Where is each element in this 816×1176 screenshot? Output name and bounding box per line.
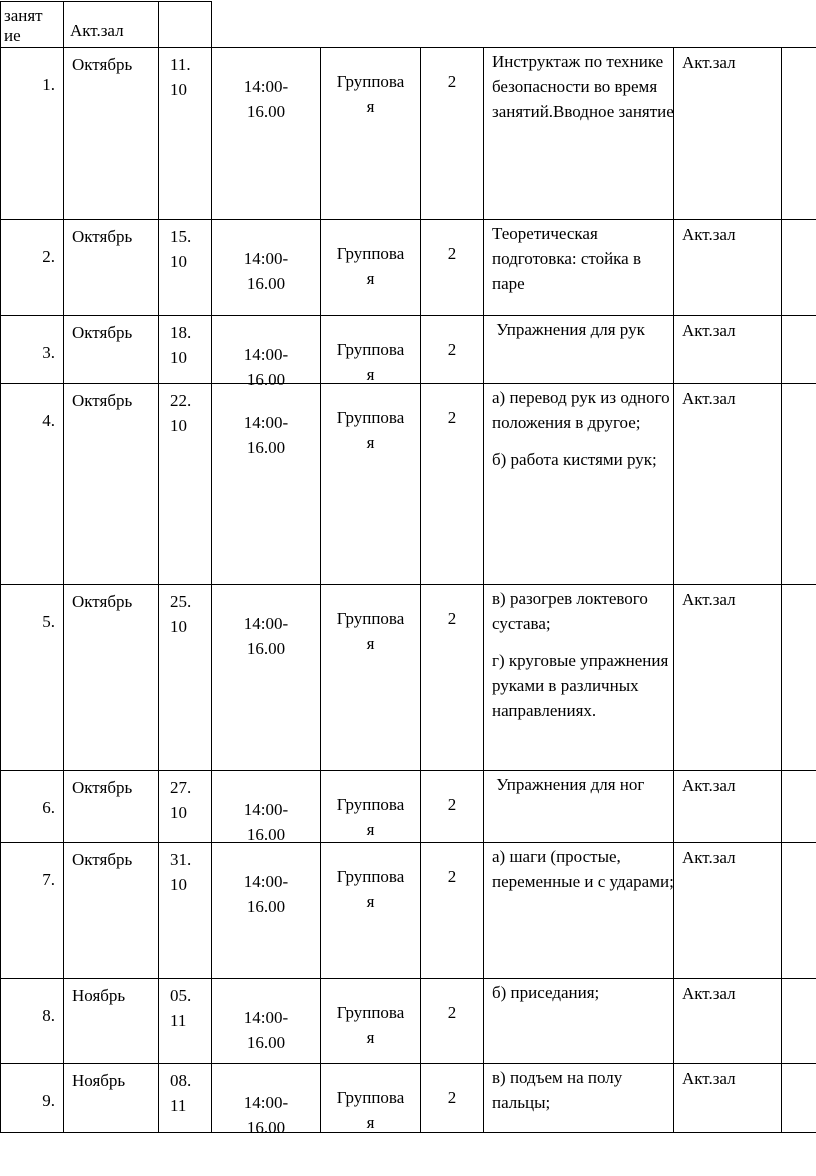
row-time-line2: 16.00 (246, 639, 286, 658)
row-form-line2: я (366, 269, 375, 288)
row-time-line2: 16.00 (246, 274, 286, 293)
row-hours: 2 (447, 1088, 457, 1107)
row-time (212, 869, 320, 919)
row-date-line2: 11 (170, 1096, 187, 1115)
row-date (170, 847, 191, 897)
row-form (321, 405, 420, 455)
col-divider-1 (63, 1, 64, 1132)
row-border (0, 315, 816, 316)
row-month: Октябрь (72, 55, 133, 74)
row-hours: 2 (447, 867, 457, 886)
row-date-line2: 10 (170, 80, 187, 99)
header-top-border (0, 1, 212, 2)
row-date-line1: 31. (170, 850, 192, 869)
row-date-line1: 11. (170, 55, 191, 74)
row-time-line1: 14:00- (243, 77, 289, 96)
col-divider-8 (781, 47, 782, 1132)
row-month: Октябрь (72, 778, 133, 797)
row-time-line1: 14:00- (243, 872, 289, 891)
row-place: Акт.зал (682, 984, 736, 1003)
row-border (0, 770, 816, 771)
row-date-line2: 10 (170, 252, 187, 271)
row-time-line2: 16.00 (246, 370, 286, 389)
row-time-line2: 16.00 (246, 825, 286, 844)
row-hours: 2 (447, 1003, 457, 1022)
row-form (321, 1000, 420, 1050)
row-form-line1: Группова (336, 1003, 405, 1022)
row-place: Акт.зал (682, 1069, 736, 1088)
row-form-line1: Группова (336, 408, 405, 427)
row-border (0, 47, 816, 48)
row-time-line2: 16.00 (246, 1118, 286, 1137)
row-date-line2: 10 (170, 875, 187, 894)
row-month: Октябрь (72, 592, 133, 611)
row-form-line2: я (366, 1113, 375, 1132)
row-month: Октябрь (72, 391, 133, 410)
row-time-line1: 14:00- (243, 413, 289, 432)
row-time-line1: 14:00- (243, 614, 289, 633)
row-time-line2: 16.00 (246, 102, 286, 121)
row-date (170, 1068, 191, 1118)
row-date (170, 589, 191, 639)
row-date (170, 388, 191, 438)
row-topic (492, 317, 677, 342)
row-place: Акт.зал (682, 53, 736, 72)
row-form (321, 606, 420, 656)
row-form-line1: Группова (336, 340, 405, 359)
row-time-line1: 14:00- (243, 800, 289, 819)
row-form (321, 864, 420, 914)
col-divider-2 (158, 47, 159, 1132)
row-time-line1: 14:00- (243, 249, 289, 268)
row-border (0, 978, 816, 979)
header-lesson-line2: ие (4, 26, 21, 45)
row-month: Октябрь (72, 323, 133, 342)
row-number: 2. (42, 247, 55, 266)
row-time-line2: 16.00 (246, 897, 286, 916)
row-month: Ноябрь (72, 986, 126, 1005)
row-form-line2: я (366, 634, 375, 653)
row-form-line1: Группова (336, 609, 405, 628)
row-form (321, 792, 420, 842)
row-number: 9. (42, 1091, 55, 1110)
row-date-line2: 10 (170, 348, 187, 367)
row-time-line2: 16.00 (246, 438, 286, 457)
header-lesson (4, 6, 43, 46)
row-number: 6. (42, 798, 55, 817)
row-hours: 2 (447, 244, 457, 263)
left-border (0, 1, 1, 1132)
row-topic (492, 1065, 677, 1115)
row-date (170, 983, 191, 1033)
row-number: 5. (42, 612, 55, 631)
row-time (212, 1005, 320, 1055)
row-form-line2: я (366, 97, 375, 116)
row-form-line1: Группова (336, 867, 405, 886)
row-topic-paragraph: г) круговые упражнения руками в различных направлениях. (492, 651, 669, 720)
row-form (321, 1085, 420, 1135)
row-form-line2: я (366, 892, 375, 911)
row-date-line1: 18. (170, 323, 192, 342)
row-form-line1: Группова (336, 72, 405, 91)
row-topic (492, 221, 677, 296)
row-date-line2: 10 (170, 416, 187, 435)
row-place: Акт.зал (682, 225, 736, 244)
row-number: 8. (42, 1006, 55, 1025)
row-date-line2: 10 (170, 617, 187, 636)
row-topic (492, 844, 677, 894)
row-date (170, 52, 191, 102)
row-border (0, 1063, 816, 1064)
header-lesson-line1: занят (4, 6, 43, 25)
col-divider-4 (320, 47, 321, 1132)
row-month: Октябрь (72, 227, 133, 246)
row-topic-paragraph: Упражнения для ног (492, 775, 645, 794)
row-time-line2: 16.00 (246, 1033, 286, 1052)
row-time-line1: 14:00- (243, 345, 289, 364)
row-month: Ноябрь (72, 1071, 126, 1090)
row-hours: 2 (447, 795, 457, 814)
row-form-line1: Группова (336, 1088, 405, 1107)
row-date (170, 320, 191, 370)
row-time (212, 410, 320, 460)
row-time (212, 797, 320, 847)
row-place: Акт.зал (682, 776, 736, 795)
row-form-line1: Группова (336, 795, 405, 814)
row-topic-paragraph: б) работа кистями рук; (492, 450, 657, 469)
row-number: 3. (42, 343, 55, 362)
row-time (212, 74, 320, 124)
row-place: Акт.зал (682, 321, 736, 340)
row-topic (492, 980, 677, 1005)
row-topic-paragraph: Упражнения для рук (492, 320, 645, 339)
row-form-line2: я (366, 433, 375, 452)
row-place: Акт.зал (682, 389, 736, 408)
row-topic (492, 586, 677, 723)
row-hours: 2 (447, 408, 457, 427)
row-topic (492, 772, 677, 797)
row-date-line1: 22. (170, 391, 192, 410)
row-place: Акт.зал (682, 590, 736, 609)
row-date-line1: 15. (170, 227, 192, 246)
row-date-line1: 08. (170, 1071, 192, 1090)
row-date-line2: 10 (170, 803, 187, 822)
row-border (0, 842, 816, 843)
row-form (321, 241, 420, 291)
row-form (321, 69, 420, 119)
row-form-line2: я (366, 1028, 375, 1047)
row-topic-paragraph: в) разогрев локтевого сустава; (492, 589, 648, 633)
row-hours: 2 (447, 340, 457, 359)
row-topic-paragraph: а) перевод рук из одного положения в другое; (492, 388, 670, 432)
row-time (212, 342, 320, 392)
row-number: 4. (42, 411, 55, 430)
col-divider-3 (211, 1, 212, 1132)
row-hours: 2 (447, 72, 457, 91)
row-number: 1. (42, 75, 55, 94)
row-time (212, 246, 320, 296)
row-date (170, 775, 191, 825)
row-topic (492, 385, 677, 472)
row-time-line1: 14:00- (243, 1008, 289, 1027)
row-hours: 2 (447, 609, 457, 628)
row-form-line2: я (366, 365, 375, 384)
row-topic-paragraph: а) шаги (простые, переменные и с ударами; (492, 847, 674, 891)
col-divider-6 (483, 47, 484, 1132)
col-divider-5 (420, 47, 421, 1132)
header-place: Акт.зал (70, 21, 124, 40)
row-topic-paragraph: Теоретическая подготовка: стойка в паре (492, 224, 642, 293)
row-time-line1: 14:00- (243, 1093, 289, 1112)
row-date-line2: 11 (170, 1011, 187, 1030)
row-topic-paragraph: б) приседания; (492, 983, 600, 1002)
header-col-divider (158, 1, 159, 47)
row-date (170, 224, 191, 274)
row-date-line1: 05. (170, 986, 192, 1005)
row-topic-paragraph: в) подъем на полу пальцы; (492, 1068, 623, 1112)
row-date-line1: 27. (170, 778, 192, 797)
row-place: Акт.зал (682, 848, 736, 867)
row-date-line1: 25. (170, 592, 192, 611)
row-month: Октябрь (72, 850, 133, 869)
row-topic (492, 49, 677, 124)
row-number: 7. (42, 870, 55, 889)
row-time (212, 611, 320, 661)
row-form-line2: я (366, 820, 375, 839)
row-time (212, 1090, 320, 1140)
row-form (321, 337, 420, 387)
row-topic-paragraph: Инструктаж по технике безопасности во время занятий.Вводное занятие (492, 52, 674, 121)
row-border (0, 584, 816, 585)
row-form-line1: Группова (336, 244, 405, 263)
row-border (0, 219, 816, 220)
